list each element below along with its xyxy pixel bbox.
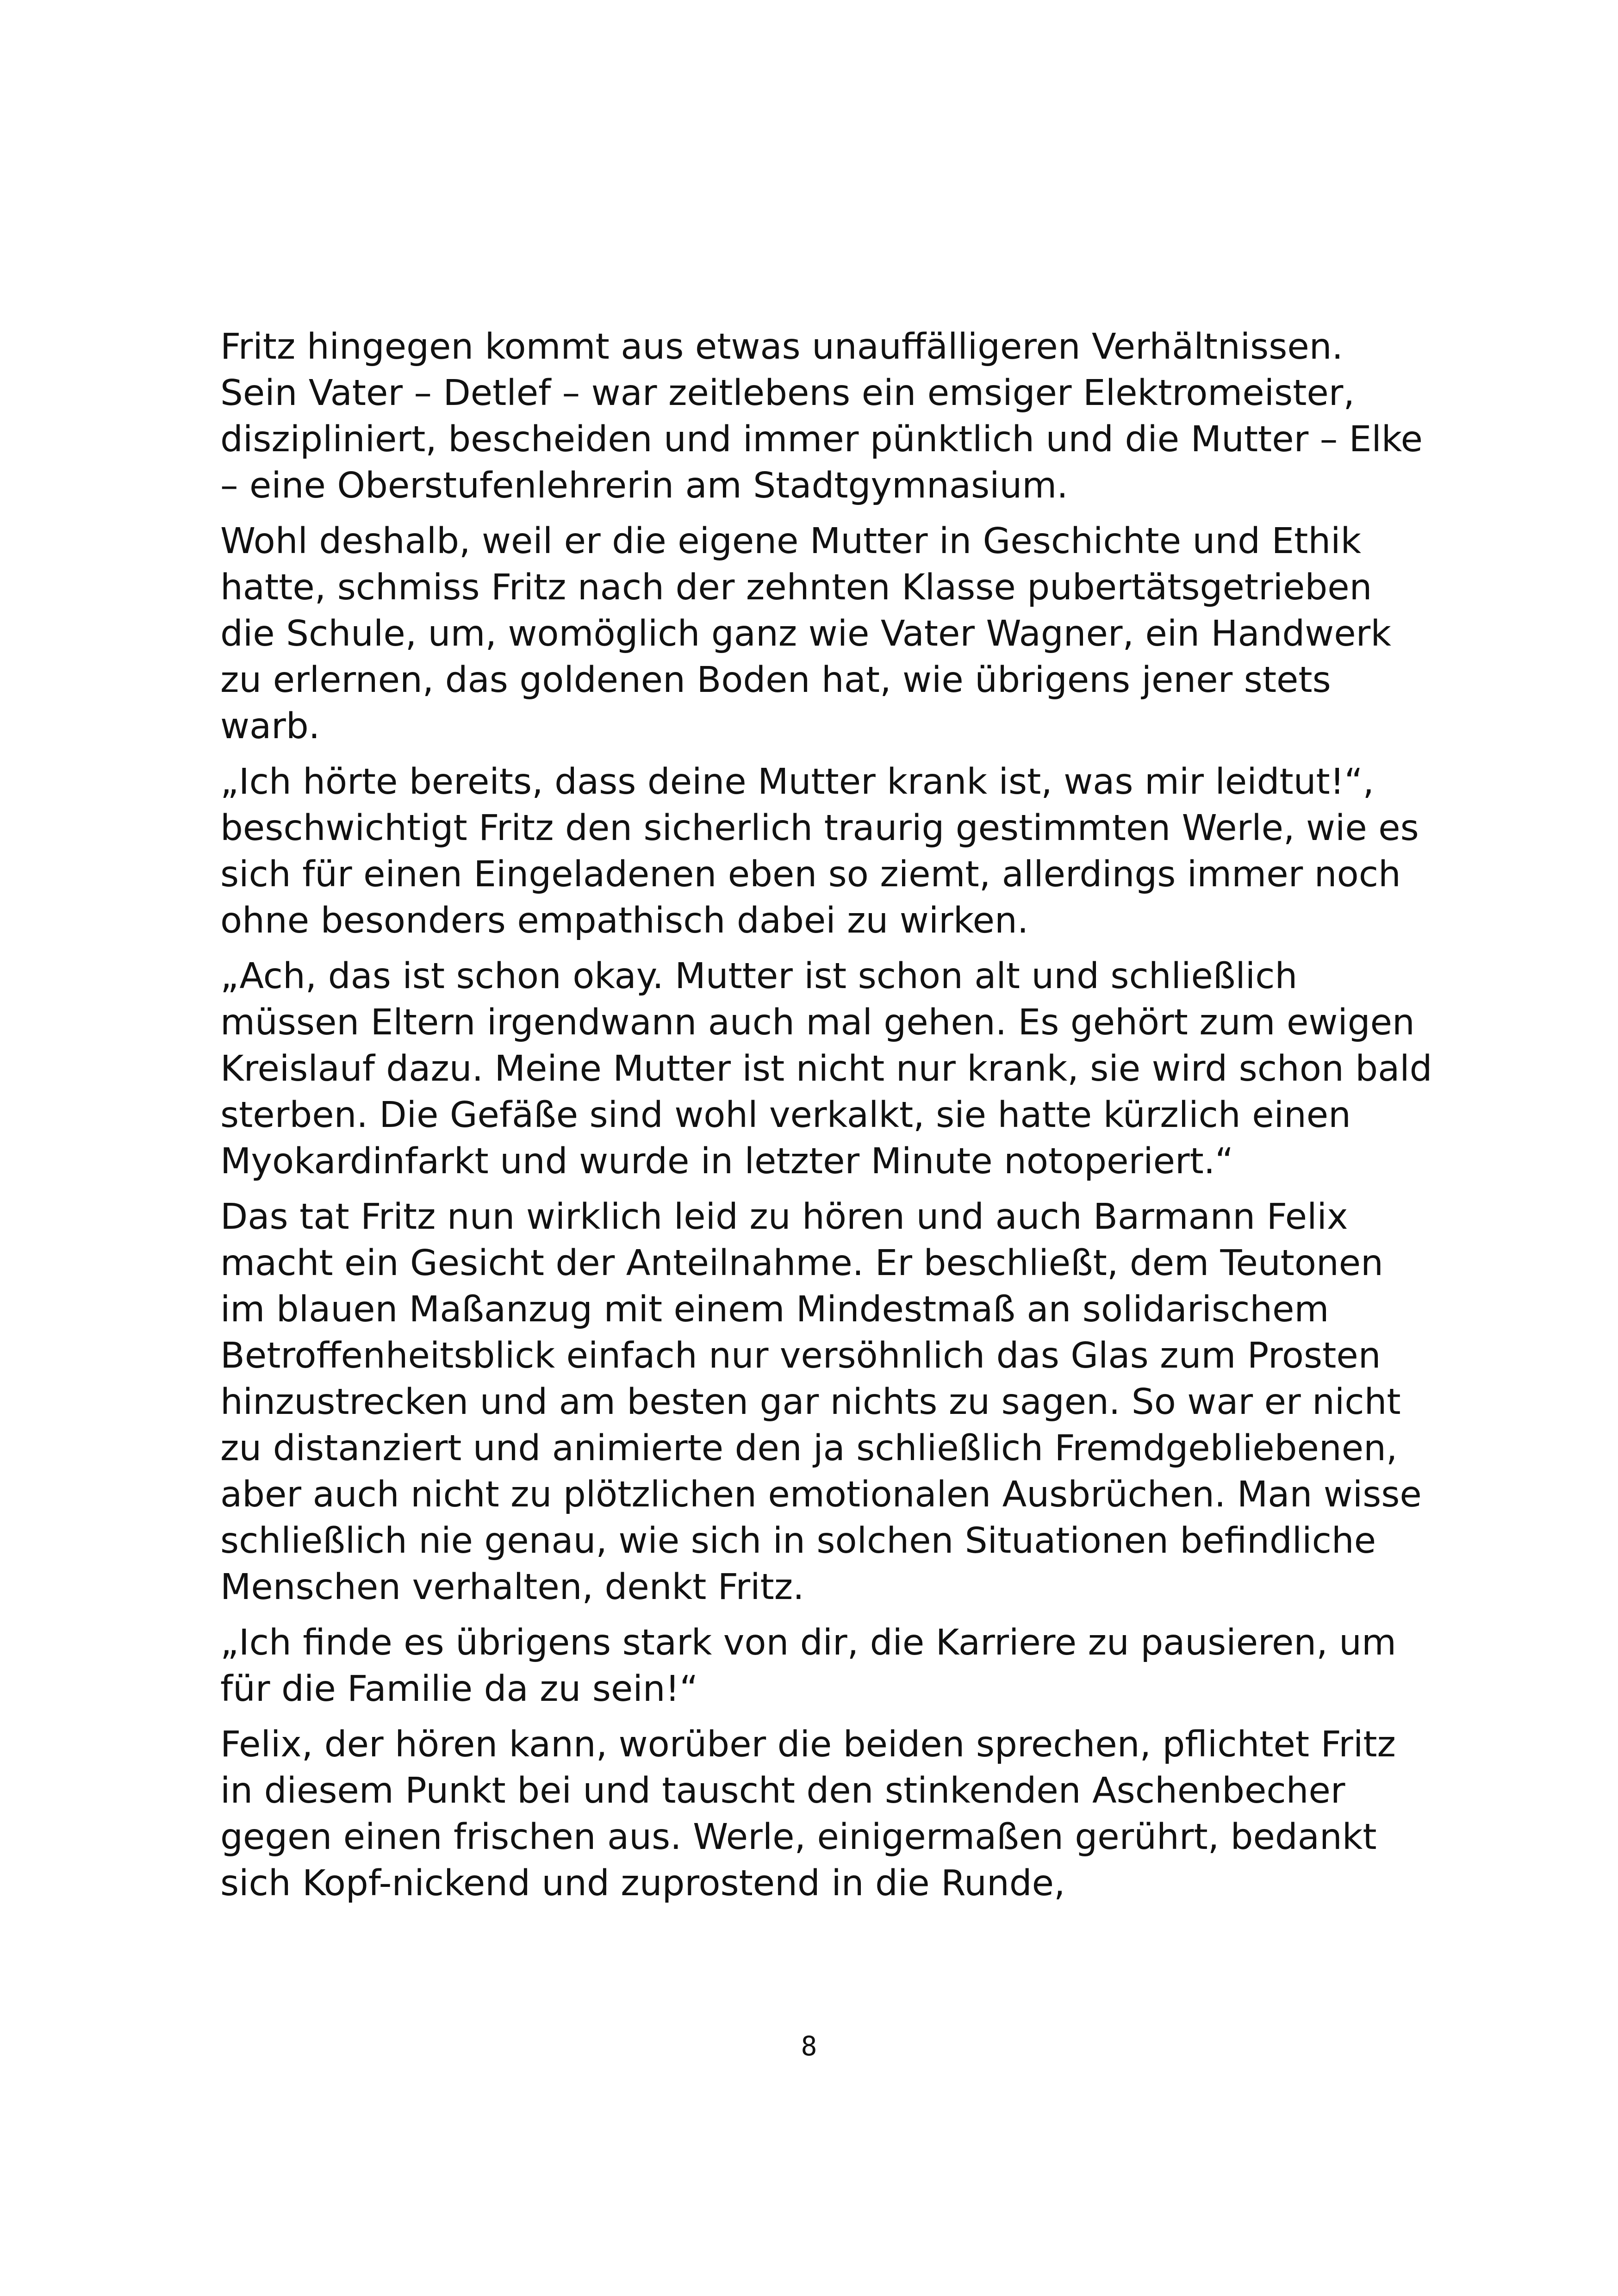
text-line: sich für einen Eingeladenen eben so ziemt, allerdings immer noch [220, 854, 1401, 895]
text-line: Myokardinfarkt und wurde in letzter Minute notoperiert.“ [220, 1141, 1234, 1182]
text-line: im blauen Maßanzug mit einem Mindestmaß an solidarischem [220, 1289, 1329, 1330]
text-line: hinzustrecken und am besten gar nichts zu sagen. So war er nicht [220, 1381, 1401, 1423]
paragraph [220, 518, 1424, 750]
text-line: warb. [220, 706, 320, 747]
paragraph [220, 324, 1424, 509]
text-line: sterben. Die Gefäße sind wohl verkalkt, sie hatte kürzlich einen [220, 1095, 1351, 1136]
paragraph [220, 1620, 1424, 1712]
text-line: Betroffenheitsblick einfach nur versöhnlich das Glas zum Prosten [220, 1335, 1381, 1376]
text-line: Wohl deshalb, weil er die eigene Mutter in Geschichte und Ethik [220, 521, 1362, 562]
text-line: macht ein Gesicht der Anteilnahme. Er beschließt, dem Teutonen [220, 1243, 1383, 1284]
page-number: 8 [801, 2030, 817, 2062]
text-line: müssen Eltern irgendwann auch mal gehen. Es gehört zum ewigen [220, 1002, 1415, 1043]
text-line: Fritz hingegen kommt aus etwas unauffälligeren Verhältnissen. [220, 326, 1344, 367]
text-line: Menschen verhalten, denkt Fritz. [220, 1567, 804, 1608]
text-line: für die Familie da zu sein!“ [220, 1668, 698, 1710]
text-line: ohne besonders empathisch dabei zu wirken. [220, 900, 1029, 941]
text-line: Das tat Fritz nun wirklich leid zu hören und auch Barmann Felix [220, 1196, 1348, 1238]
paragraph [220, 759, 1424, 944]
text-line: schließlich nie genau, wie sich in solchen Situationen befindliche [220, 1520, 1376, 1562]
text-line: „Ich hörte bereits, dass deine Mutter krank ist, was mir leidtut!“, [220, 761, 1374, 803]
text-line: „Ach, das ist schon okay. Mutter ist schon alt und schließlich [220, 956, 1298, 997]
text-line: aber auch nicht zu plötzlichen emotionalen Ausbrüchen. Man wisse [220, 1474, 1422, 1515]
text-line: Sein Vater – Detlef – war zeitlebens ein emsiger Elektromeister, [220, 373, 1355, 414]
text-line: Kreislauf dazu. Meine Mutter ist nicht nur krank, sie wird schon bald [220, 1048, 1432, 1089]
paragraph [220, 1722, 1424, 1907]
text-line: Felix, der hören kann, worüber die beiden sprechen, pflichtet Fritz [220, 1724, 1396, 1765]
text-line: zu erlernen, das goldenen Boden hat, wie übrigens jener stets [220, 660, 1331, 701]
text-line: zu distanziert und animierte den ja schließlich Fremdgebliebenen, [220, 1428, 1398, 1469]
paragraph [220, 953, 1432, 1185]
text-line: die Schule, um, womöglich ganz wie Vater Wagner, ein Handwerk [220, 613, 1391, 654]
body-text [220, 324, 1432, 1916]
text-line: beschwichtigt Fritz den sicherlich traurig gestimmten Werle, wie es [220, 808, 1419, 849]
text-line: diszipliniert, bescheiden und immer pünktlich und die Mutter – Elke [220, 419, 1423, 460]
text-line: in diesem Punkt bei und tauscht den stinkenden Aschenbecher [220, 1770, 1345, 1811]
text-line: sich Kopf-nickend und zuprostend in die Runde, [220, 1863, 1065, 1904]
text-line: gegen einen frischen aus. Werle, einigermaßen gerührt, bedankt [220, 1817, 1377, 1858]
text-line: hatte, schmiss Fritz nach der zehnten Klasse pubertätsgetrieben [220, 567, 1372, 608]
text-line: „Ich finde es übrigens stark von dir, die Karriere zu pausieren, um [220, 1622, 1396, 1663]
text-line: – eine Oberstufenlehrerin am Stadtgymnasium. [220, 465, 1068, 506]
paragraph [220, 1194, 1424, 1611]
